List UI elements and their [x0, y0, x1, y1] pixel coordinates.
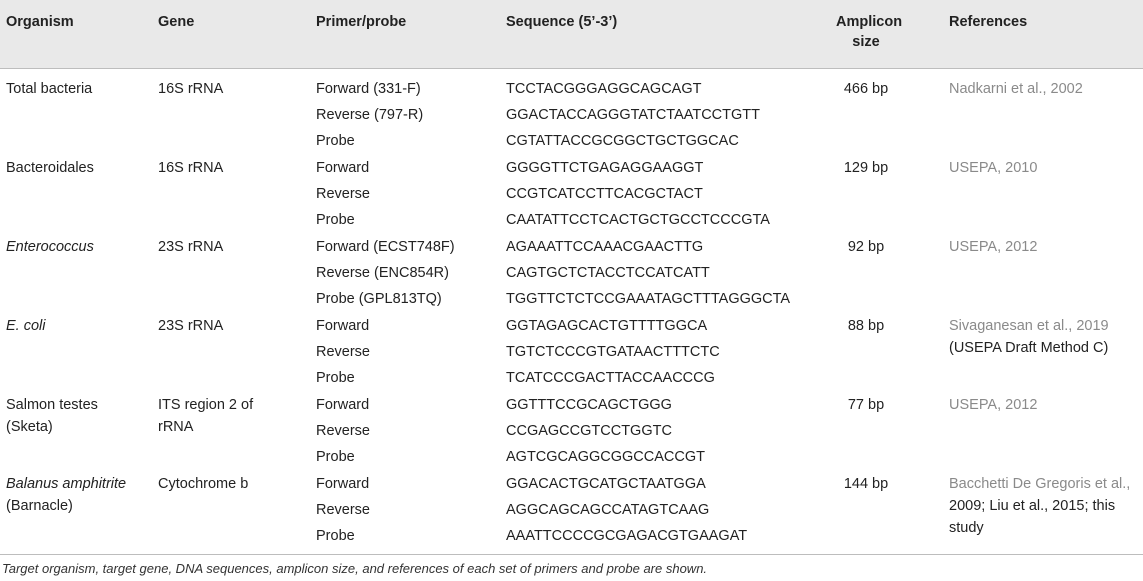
primer-label: Probe: [316, 212, 355, 228]
gene-name: Cytochrome b: [158, 476, 249, 492]
primer-sequence: AGAAATTCCAAACGAACTTG: [506, 239, 704, 255]
header-references: References: [949, 14, 1028, 30]
primer-sequence: CAATATTCCTCACTGCTGCCTCCCGTA: [506, 212, 770, 228]
header-gene: Gene: [158, 14, 195, 30]
primer-label: Probe: [316, 133, 355, 149]
reference: USEPA, 2012: [949, 239, 1038, 255]
amplicon-size: 77 bp: [847, 397, 885, 413]
primer-label: Forward (331-F): [316, 81, 421, 97]
header-organism: Organism: [6, 14, 74, 30]
gene-name: 23S rRNA: [158, 239, 224, 255]
amplicon-size: 144 bp: [843, 476, 889, 492]
reference: Bacchetti De Gregoris et al.,: [949, 476, 1131, 492]
table-bottom-rule: [0, 554, 1143, 555]
primer-label: Probe (GPL813TQ): [316, 291, 442, 307]
primer-sequence: CCGTCATCCTTCACGCTACT: [506, 186, 703, 202]
organism-name: E. coli: [6, 318, 46, 334]
reference-line2: 2009; Liu et al., 2015; this: [949, 498, 1116, 514]
primer-sequence: GGACTACCAGGGTATCTAATCCTGTT: [506, 107, 761, 123]
header-amplicon: [836, 12, 903, 52]
organism-name: Total bacteria: [6, 81, 93, 97]
primer-sequence: AGTCGCAGGCGGCCACCGT: [506, 449, 705, 465]
primer-label: Reverse (ENC854R): [316, 265, 449, 281]
reference-line2: (USEPA Draft Method C): [949, 340, 1109, 356]
primer-sequence: AAATTCCCCGCGAGACGTGAAGAT: [506, 528, 748, 544]
header-amplicon-line1: Amplicon: [836, 14, 903, 30]
header-amplicon-line2: size: [852, 34, 880, 50]
primer-sequence: CGTATTACCGCGGCTGCTGGCAC: [506, 133, 739, 149]
organism-name: Enterococcus: [6, 239, 94, 255]
gene-name: ITS region 2 of: [158, 397, 254, 413]
amplicon-size: 92 bp: [847, 239, 885, 255]
organism-name: Balanus amphitrite: [6, 476, 127, 492]
amplicon-size: 466 bp: [843, 81, 889, 97]
primer-label: Reverse: [316, 186, 370, 202]
amplicon-size: 129 bp: [843, 160, 889, 176]
primer-sequence: GGTAGAGCACTGTTTTGGCA: [506, 318, 708, 334]
primer-label: Probe: [316, 528, 355, 544]
header-sequence: Sequence (5’-3’): [506, 14, 618, 30]
primer-sequence: TCCTACGGGAGGCAGCAGT: [506, 81, 702, 97]
primer-label: Forward: [316, 160, 370, 176]
table-header: [0, 0, 1143, 69]
primer-label: Probe: [316, 449, 355, 465]
primer-label: Probe: [316, 370, 355, 386]
reference: Nadkarni et al., 2002: [949, 81, 1083, 97]
reference: Sivaganesan et al., 2019: [949, 318, 1109, 334]
primer-sequence: GGGGTTCTGAGAGGAAGGT: [506, 160, 704, 176]
gene-name: 16S rRNA: [158, 160, 224, 176]
primer-sequence: GGTTTCCGCAGCTGGG: [506, 397, 672, 413]
primer-sequence: TCATCCCGACTTACCAACCCG: [506, 370, 715, 386]
header-primer: Primer/probe: [316, 14, 407, 30]
primer-label: Forward: [316, 476, 370, 492]
primer-sequence: TGGTTCTCTCCGAAATAGCTTTAGGGCTA: [506, 291, 791, 307]
primer-label: Reverse: [316, 344, 370, 360]
primer-label: Forward: [316, 397, 370, 413]
organism-name-line2: (Sketa): [6, 419, 53, 435]
primer-sequence: AGGCAGCAGCCATAGTCAAG: [506, 502, 710, 518]
primer-label: Reverse (797-R): [316, 107, 424, 123]
primer-label: Reverse: [316, 502, 370, 518]
reference: USEPA, 2012: [949, 397, 1038, 413]
primer-sequence: GGACACTGCATGCTAATGGA: [506, 476, 706, 492]
primer-label: Forward (ECST748F): [316, 239, 455, 255]
primer-sequence: CCGAGCCGTCCTGGTC: [506, 423, 672, 439]
organism-name-line2: (Barnacle): [6, 498, 73, 514]
gene-name-line2: rRNA: [158, 419, 194, 435]
organism-name: Bacteroidales: [6, 160, 94, 176]
primer-sequence: TGTCTCCCGTGATAACTTTCTC: [506, 344, 720, 360]
gene-name: 23S rRNA: [158, 318, 224, 334]
organism-name: Salmon testes: [6, 397, 98, 413]
amplicon-size: 88 bp: [847, 318, 885, 334]
primer-sequence: CAGTGCTCTACCTCCATCATT: [506, 265, 710, 281]
table-footnote: Target organism, target gene, DNA sequences, amplicon size, and references of each set of primers and probe are shown.: [2, 561, 708, 576]
reference-line3: study: [949, 520, 984, 536]
gene-name: 16S rRNA: [158, 81, 224, 97]
primer-label: Forward: [316, 318, 370, 334]
primer-label: Reverse: [316, 423, 370, 439]
reference: USEPA, 2010: [949, 160, 1038, 176]
